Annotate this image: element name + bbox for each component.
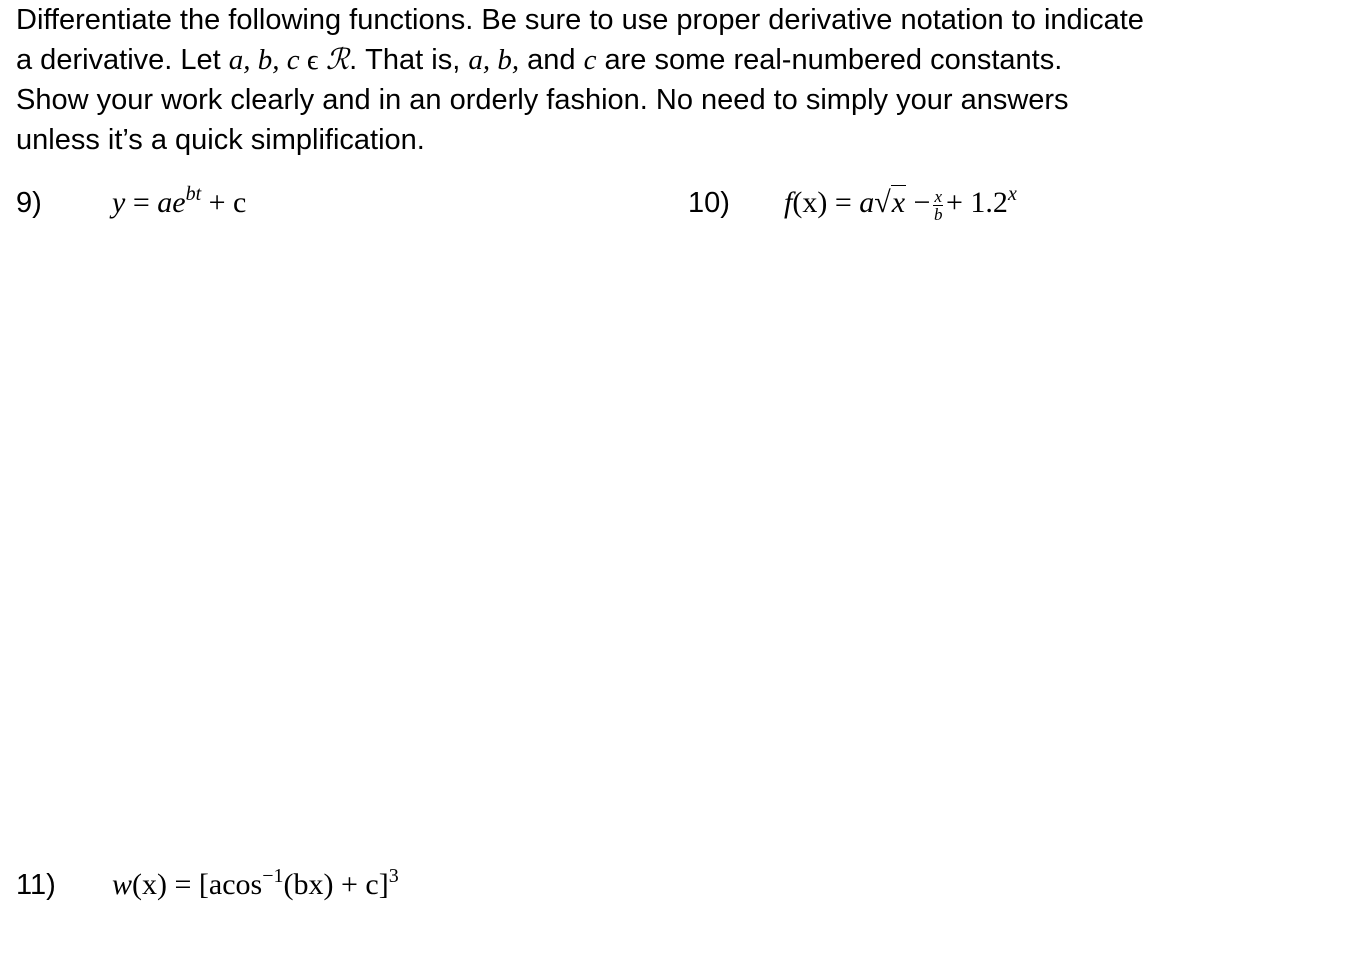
problem-equation: $y = ae^{bt} + c$ [112, 183, 247, 219]
problem-10 [688, 183, 1017, 224]
problem-11 [16, 865, 399, 902]
square-root-symbol: √ [874, 186, 891, 219]
problem-equation: f(x) = a√x − $\frac{x}{b}$ + $1.2^x$ [784, 183, 1017, 224]
instructions-line-1: Differentiate the following functions. Be sure to use proper derivative notation to indicate [16, 4, 1144, 36]
instructions-line-3: Show your work clearly and in an orderly fashion. No need to simply your answers [16, 84, 1069, 116]
problem-9 [16, 183, 247, 220]
instructions [16, 0, 1356, 160]
real-numbers-symbol: ℛ [325, 44, 350, 76]
instructions-line-2: a derivative. Let a, b, c ϵ ℛ. That is, a, b, and c are some real-numbered constants. [16, 44, 1063, 76]
problem-number: 10) [688, 187, 730, 219]
problem-equation: $w(x) = [acos^{-1}(bx) + c]^3$ [112, 865, 399, 901]
instructions-line-4: unless it’s a quick simplification. [16, 124, 425, 156]
fraction: $\frac{x}{b}$ [933, 186, 943, 224]
problem-number: 11) [16, 869, 56, 901]
constants-list: a, b, c [228, 44, 300, 76]
problem-number: 9) [16, 187, 42, 219]
